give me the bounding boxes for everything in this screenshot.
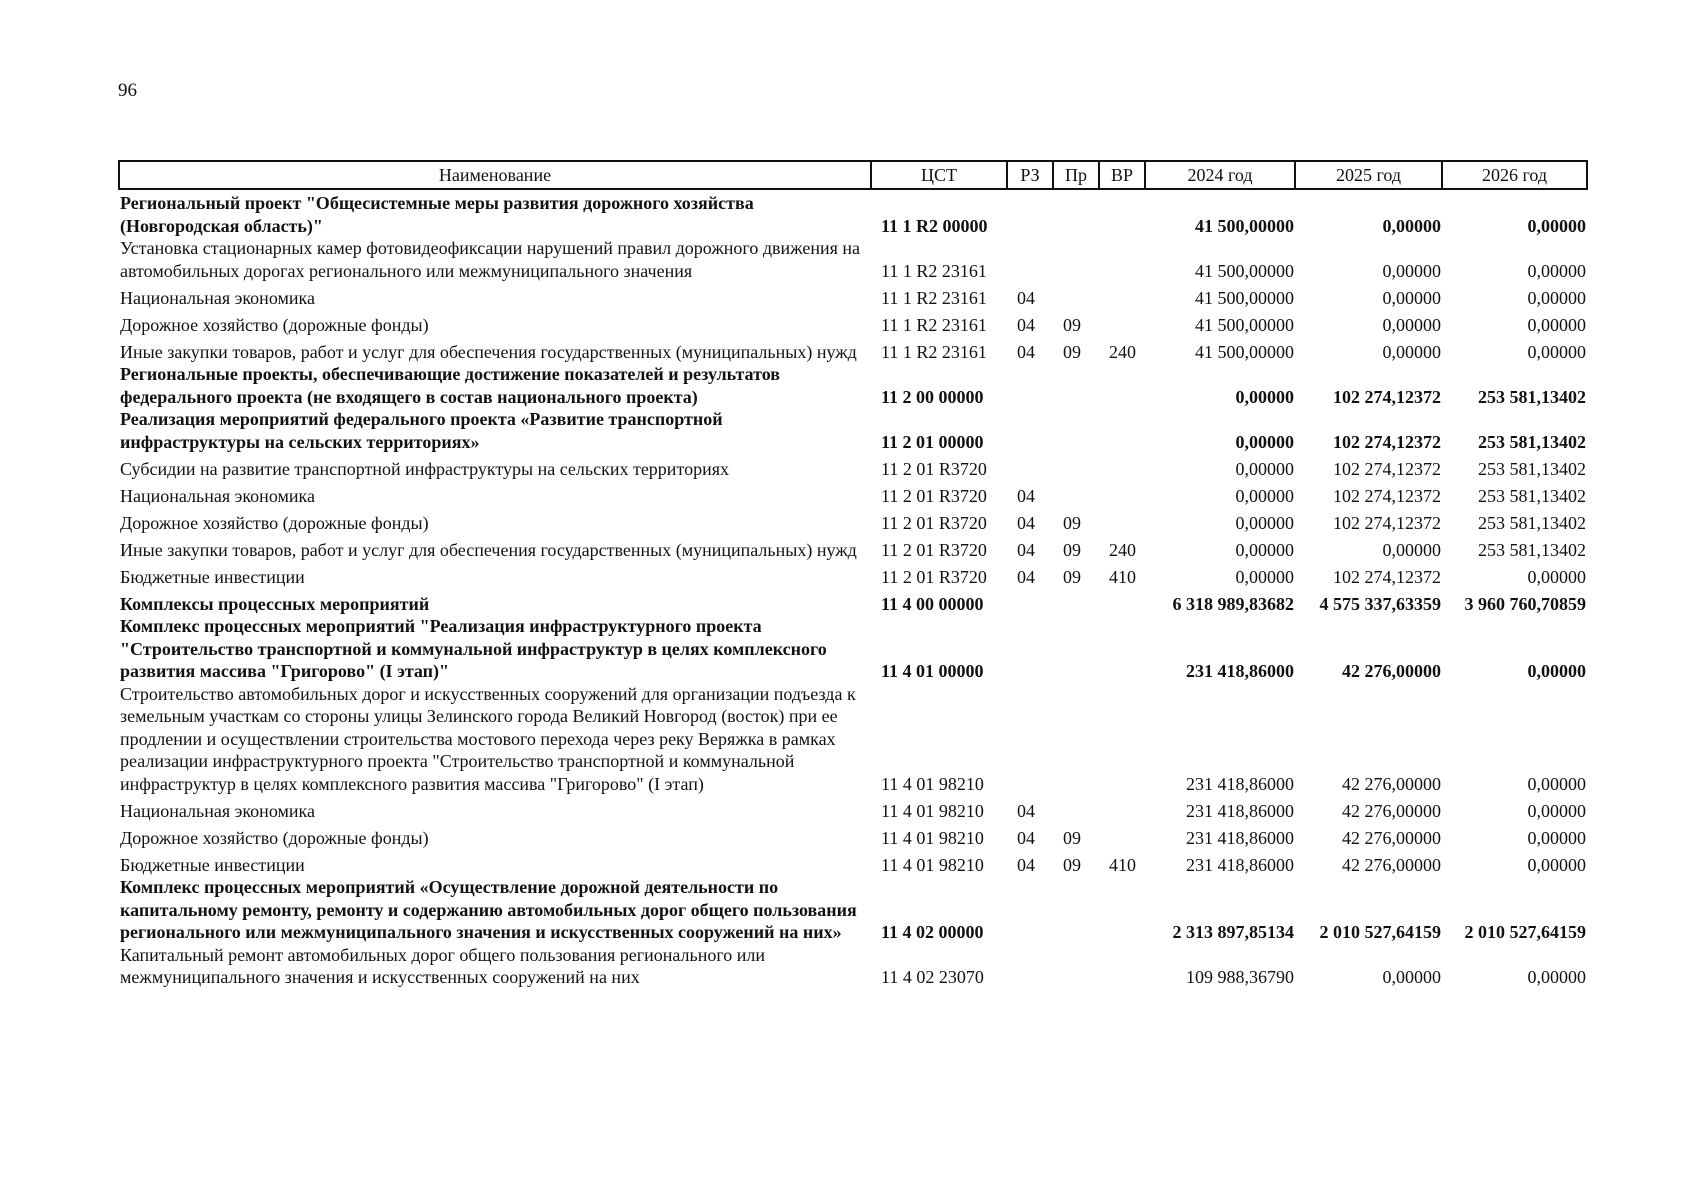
cell-pr [1053,615,1099,683]
cell-vr [1099,822,1145,849]
cell-2025: 0,00000 [1382,341,1441,362]
cell-2026: 253 581,13402 [1478,539,1586,560]
cell-vr [1099,282,1145,309]
header-vr: ВР [1099,161,1145,189]
cell-2026: 0,00000 [1527,800,1586,821]
cell-name: Национальная экономика [120,800,315,821]
table-row [119,795,1587,822]
cell-csr: 11 4 01 98210 [881,854,984,875]
cell-csr: 11 4 01 98210 [881,773,984,794]
table-row [119,480,1587,507]
cell-csr: 11 2 01 00000 [881,431,984,452]
table-row [119,876,1587,944]
header-2025: 2025 год [1295,161,1442,189]
cell-2025: 0,00000 [1382,967,1441,987]
cell-vr [1099,480,1145,507]
cell-2026: 0,00000 [1527,566,1586,587]
table-row [119,507,1587,534]
cell-2024: 41 500,00000 [1195,314,1294,335]
cell-pr: 09 [1063,566,1081,587]
cell-csr: 11 4 02 00000 [881,922,984,942]
cell-2026: 0,00000 [1527,854,1586,875]
cell-vr [1099,615,1145,683]
cell-csr: 11 4 02 23070 [881,967,984,987]
cell-2024: 41 500,00000 [1195,341,1294,362]
cell-pr [1053,363,1099,408]
table-row [119,534,1587,561]
cell-rz: 04 [1017,800,1035,821]
cell-2026: 0,00000 [1527,773,1586,794]
cell-vr: 410 [1109,854,1136,875]
table-header-row [119,161,1587,189]
cell-2025: 42 276,00000 [1342,854,1441,875]
table-row [119,309,1587,336]
cell-rz [1007,944,1053,989]
cell-vr [1099,408,1145,453]
table-row [119,237,1587,282]
cell-2026: 253 581,13402 [1478,512,1586,533]
cell-2024: 0,00000 [1235,458,1294,479]
header-2026: 2026 год [1442,161,1587,189]
table-body [119,189,1587,989]
cell-2024: 231 418,86000 [1186,773,1294,794]
table-row [119,363,1587,408]
cell-2025: 2 010 527,64159 [1319,922,1441,942]
table-row [119,189,1587,237]
cell-name: Региональные проекты, обеспечивающие достижение показателей и результатов федерального проекта (не входящего в состав национального проекта) [120,364,780,407]
page-number: 96 [118,80,137,101]
header-rz: РЗ [1007,161,1053,189]
table-row [119,588,1587,615]
cell-2024: 231 418,86000 [1186,661,1294,681]
cell-2024: 41 500,00000 [1195,287,1294,308]
cell-2024: 0,00000 [1235,539,1294,560]
cell-2025: 102 274,12372 [1333,566,1441,587]
cell-vr [1099,189,1145,237]
cell-pr [1053,944,1099,989]
table-row [119,453,1587,480]
cell-rz [1007,615,1053,683]
cell-2024: 0,00000 [1235,431,1294,452]
cell-2024: 0,00000 [1235,386,1294,407]
cell-csr: 11 1 R2 00000 [881,215,988,236]
cell-vr: 240 [1109,341,1136,362]
cell-2025: 0,00000 [1382,215,1441,236]
cell-name: Дорожное хозяйство (дорожные фонды) [120,314,429,335]
cell-name: Национальная экономика [120,287,315,308]
cell-2024: 231 418,86000 [1186,854,1294,875]
cell-rz [1007,363,1053,408]
cell-vr [1099,795,1145,822]
cell-name: Бюджетные инвестиции [120,566,305,587]
cell-name: Национальная экономика [120,485,315,506]
cell-rz: 04 [1017,341,1035,362]
cell-pr [1053,795,1099,822]
cell-2026: 3 960 760,70859 [1464,593,1586,614]
cell-csr: 11 4 01 98210 [881,800,984,821]
cell-name: Комплекс процессных мероприятий "Реализация инфраструктурного проекта "Строительство транспортной и коммунальной инфраструктур в целях комплексного развития массива "Григорово" (I этап)" [120,616,827,681]
cell-csr: 11 2 00 00000 [881,386,984,407]
cell-name: Комплексы процессных мероприятий [120,593,430,614]
cell-2025: 102 274,12372 [1333,512,1441,533]
cell-name: Региональный проект "Общесистемные меры развития дорожного хозяйства (Новгородская область)" [120,193,754,236]
cell-name: Дорожное хозяйство (дорожные фонды) [120,512,429,533]
cell-csr: 11 1 R2 23161 [881,314,987,335]
cell-2025: 102 274,12372 [1333,485,1441,506]
cell-2025: 102 274,12372 [1333,431,1441,452]
cell-2025: 42 276,00000 [1342,773,1441,794]
cell-csr: 11 2 01 R3720 [881,458,987,479]
cell-2024: 41 500,00000 [1195,215,1294,236]
cell-rz: 04 [1017,566,1035,587]
cell-csr: 11 2 01 R3720 [881,485,987,506]
cell-csr: 11 2 01 R3720 [881,539,987,560]
cell-csr: 11 2 01 R3720 [881,512,987,533]
cell-rz: 04 [1017,854,1035,875]
cell-2026: 0,00000 [1527,341,1586,362]
cell-pr [1053,282,1099,309]
cell-2025: 4 575 337,63359 [1319,593,1441,614]
cell-rz [1007,408,1053,453]
cell-2024: 2 313 897,85134 [1172,922,1294,942]
cell-name: Установка стационарных камер фотовидеофиксации нарушений правил дорожного движения на автомобильных дорогах регионального или межмуниципального значения [120,238,861,281]
cell-pr: 09 [1063,341,1081,362]
header-name: Наименование [119,161,871,189]
cell-vr [1099,309,1145,336]
cell-csr: 11 2 01 R3720 [881,566,987,587]
table-row [119,408,1587,453]
cell-2025: 0,00000 [1382,287,1441,308]
budget-table [118,160,1588,989]
table-row [119,282,1587,309]
cell-csr: 11 1 R2 23161 [881,260,987,281]
cell-2025: 42 276,00000 [1342,800,1441,821]
cell-2024: 6 318 989,83682 [1172,593,1294,614]
cell-pr: 09 [1063,854,1081,875]
cell-2026: 0,00000 [1527,287,1586,308]
cell-name: Реализация мероприятий федерального проекта «Развитие транспортной инфраструктуры на сельских территориях» [120,409,723,452]
cell-vr [1099,507,1145,534]
cell-rz [1007,683,1053,796]
cell-2024: 0,00000 [1235,566,1294,587]
cell-2026: 253 581,13402 [1478,458,1586,479]
cell-rz [1007,453,1053,480]
table-row [119,336,1587,363]
cell-2025: 42 276,00000 [1342,827,1441,848]
cell-2025: 42 276,00000 [1342,661,1441,681]
cell-vr: 410 [1109,566,1136,587]
cell-2026: 0,00000 [1527,661,1586,681]
cell-2026: 253 581,13402 [1478,386,1586,407]
cell-rz: 04 [1017,512,1035,533]
table-row [119,822,1587,849]
cell-2024: 0,00000 [1235,485,1294,506]
cell-pr [1053,408,1099,453]
cell-pr: 09 [1063,314,1081,335]
cell-vr [1099,588,1145,615]
table-row [119,944,1587,989]
cell-rz [1007,588,1053,615]
cell-vr [1099,876,1145,944]
cell-csr: 11 1 R2 23161 [881,287,987,308]
cell-2025: 102 274,12372 [1333,386,1441,407]
cell-2024: 109 988,36790 [1186,967,1294,987]
cell-vr: 240 [1109,539,1136,560]
header-pr: Пр [1053,161,1099,189]
header-2024: 2024 год [1145,161,1295,189]
cell-rz [1007,237,1053,282]
table-row [119,615,1587,683]
cell-2026: 0,00000 [1527,967,1586,987]
cell-2024: 41 500,00000 [1195,260,1294,281]
cell-vr [1099,237,1145,282]
cell-name: Капитальный ремонт автомобильных дорог общего пользования регионального или межмуниципального значения и искусственных сооружений на них [120,944,766,987]
cell-rz: 04 [1017,539,1035,560]
cell-rz: 04 [1017,287,1035,308]
cell-pr [1053,189,1099,237]
cell-2024: 231 418,86000 [1186,800,1294,821]
cell-2025: 0,00000 [1382,260,1441,281]
cell-pr [1053,683,1099,796]
cell-csr: 11 4 01 98210 [881,827,984,848]
cell-pr [1053,480,1099,507]
cell-2025: 0,00000 [1382,314,1441,335]
cell-rz: 04 [1017,827,1035,848]
cell-rz [1007,876,1053,944]
header-csr: ЦСТ [871,161,1007,189]
cell-2024: 231 418,86000 [1186,827,1294,848]
cell-pr [1053,237,1099,282]
cell-2026: 0,00000 [1527,314,1586,335]
cell-2026: 0,00000 [1527,260,1586,281]
cell-name: Дорожное хозяйство (дорожные фонды) [120,827,429,848]
cell-2026: 253 581,13402 [1478,431,1586,452]
cell-csr: 11 4 00 00000 [881,593,984,614]
table-row [119,561,1587,588]
cell-2026: 2 010 527,64159 [1464,922,1586,942]
cell-vr [1099,683,1145,796]
cell-pr [1053,453,1099,480]
cell-rz: 04 [1017,485,1035,506]
cell-pr: 09 [1063,539,1081,560]
cell-name: Иные закупки товаров, работ и услуг для обеспечения государственных (муниципальных) нужд [120,341,857,362]
cell-csr: 11 1 R2 23161 [881,341,987,362]
cell-vr [1099,363,1145,408]
cell-2026: 0,00000 [1527,215,1586,236]
cell-name: Иные закупки товаров, работ и услуг для обеспечения государственных (муниципальных) нужд [120,539,857,560]
cell-name: Строительство автомобильных дорог и искусственных сооружений для организации подъезда к земельным участкам со стороны улицы Зелинского города Великий Новгород (восток) при ее продлении и осуществлении строительства мостового перехода через реку Веряжка в рамках реализации инфраструктурного проекта "Строительство транспортной и коммунальной инфраструктур в целях комплексного развития массива "Григорово" (I этап) [120,683,856,794]
cell-name: Комплекс процессных мероприятий «Осуществление дорожной деятельности по капитальному ремонту, ремонту и содержанию автомобильных дорог общего пользования регионального или межмуниципального значения и искусственных сооружений на них» [120,877,857,942]
table-row [119,683,1587,796]
cell-pr [1053,876,1099,944]
cell-vr [1099,453,1145,480]
cell-rz [1007,189,1053,237]
cell-2026: 0,00000 [1527,827,1586,848]
cell-vr [1099,944,1145,989]
cell-name: Бюджетные инвестиции [120,854,305,875]
cell-pr [1053,588,1099,615]
cell-2025: 0,00000 [1382,539,1441,560]
cell-pr: 09 [1063,512,1081,533]
cell-2024: 0,00000 [1235,512,1294,533]
cell-2026: 253 581,13402 [1478,485,1586,506]
cell-pr: 09 [1063,827,1081,848]
cell-csr: 11 4 01 00000 [881,661,984,681]
cell-rz: 04 [1017,314,1035,335]
cell-2025: 102 274,12372 [1333,458,1441,479]
cell-name: Субсидии на развитие транспортной инфраструктуры на сельских территориях [120,458,729,479]
table-row [119,849,1587,876]
